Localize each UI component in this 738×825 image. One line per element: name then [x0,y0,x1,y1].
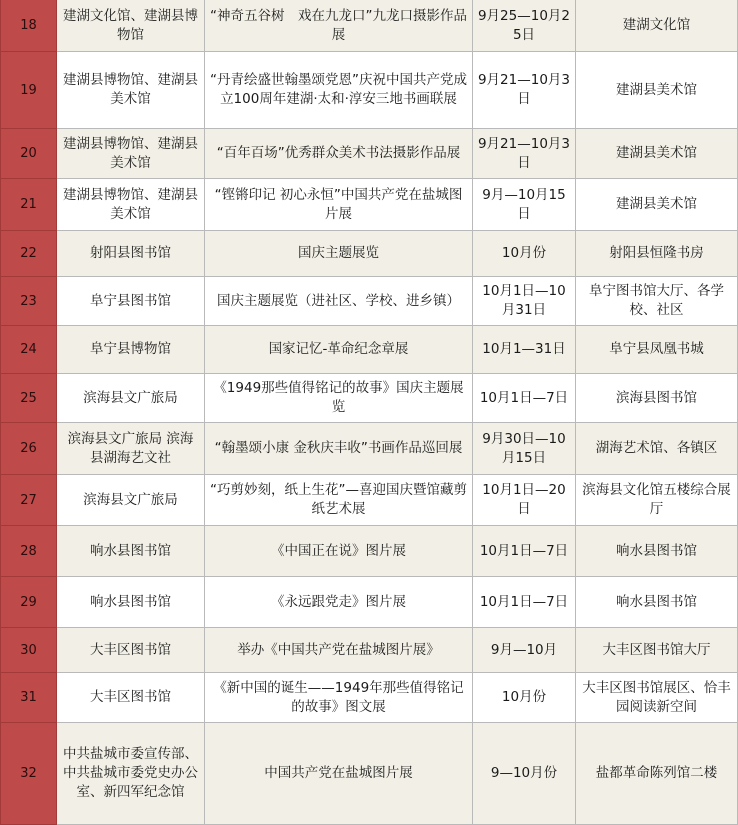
time-cell: 10月1日—20日 [473,475,576,526]
row-number: 29 [1,577,57,628]
row-number: 28 [1,526,57,577]
event-cell: 举办《中国共产党在盐城图片展》 [205,628,473,673]
venue-cell: 建湖文化馆 [576,0,738,52]
time-cell: 10月1日—7日 [473,577,576,628]
organizer-cell: 大丰区图书馆 [57,628,205,673]
row-number: 24 [1,326,57,374]
venue-cell: 响水县图书馆 [576,526,738,577]
row-number: 19 [1,52,57,129]
time-cell: 9月25—10月25日 [473,0,576,52]
table-row [1,475,738,526]
time-cell: 10月1日—7日 [473,526,576,577]
event-cell: “铿锵印记 初心永恒”中国共产党在盐城图片展 [205,179,473,231]
venue-cell: 滨海县文化馆五楼综合展厅 [576,475,738,526]
event-cell: “巧剪妙刻，纸上生花”—喜迎国庆暨馆藏剪纸艺术展 [205,475,473,526]
table-row [1,723,738,825]
venue-cell: 射阳县恒隆书房 [576,231,738,277]
venue-cell: 湖海艺术馆、各镇区 [576,423,738,475]
organizer-cell: 响水县图书馆 [57,526,205,577]
row-number: 31 [1,673,57,723]
organizer-cell: 阜宁县博物馆 [57,326,205,374]
row-number: 18 [1,0,57,52]
table-row [1,673,738,723]
row-number: 27 [1,475,57,526]
table-row [1,628,738,673]
organizer-cell: 建湖文化馆、建湖县博物馆 [57,0,205,52]
time-cell: 9月30日—10月15日 [473,423,576,475]
time-cell: 10月1日—10月31日 [473,277,576,326]
event-cell: “翰墨颂小康 金秋庆丰收”书画作品巡回展 [205,423,473,475]
row-number: 22 [1,231,57,277]
organizer-cell: 滨海县文广旅局 滨海县湖海艺文社 [57,423,205,475]
row-number: 25 [1,374,57,423]
venue-cell: 阜宁县凤凰书城 [576,326,738,374]
event-cell: “丹青绘盛世翰墨颂党恩”庆祝中国共产党成立100周年建湖·太和·淳安三地书画联展 [205,52,473,129]
venue-cell: 大丰区图书馆展区、恰丰园阅读新空间 [576,673,738,723]
table-row [1,277,738,326]
row-number: 32 [1,723,57,825]
event-cell: 国庆主题展览（进社区、学校、进乡镇） [205,277,473,326]
time-cell: 9月21—10月3日 [473,52,576,129]
organizer-cell: 大丰区图书馆 [57,673,205,723]
organizer-cell: 射阳县图书馆 [57,231,205,277]
organizer-cell: 建湖县博物馆、建湖县美术馆 [57,179,205,231]
venue-cell: 建湖县美术馆 [576,52,738,129]
venue-cell: 建湖县美术馆 [576,129,738,179]
table-row [1,374,738,423]
event-cell: 国家记忆-革命纪念章展 [205,326,473,374]
organizer-cell: 阜宁县图书馆 [57,277,205,326]
organizer-cell: 中共盐城市委宣传部、中共盐城市委党史办公室、新四军纪念馆 [57,723,205,825]
event-cell: 《1949那些值得铭记的故事》国庆主题展览 [205,374,473,423]
table-row [1,129,738,179]
event-cell: “神奇五谷树 戏在九龙口”九龙口摄影作品展 [205,0,473,52]
organizer-cell: 响水县图书馆 [57,577,205,628]
venue-cell: 大丰区图书馆大厅 [576,628,738,673]
time-cell: 10月1—31日 [473,326,576,374]
table-row [1,577,738,628]
organizer-cell: 建湖县博物馆、建湖县美术馆 [57,52,205,129]
organizer-cell: 建湖县博物馆、建湖县美术馆 [57,129,205,179]
event-cell: “百年百场”优秀群众美术书法摄影作品展 [205,129,473,179]
row-number: 26 [1,423,57,475]
row-number: 20 [1,129,57,179]
venue-cell: 阜宁图书馆大厅、各学校、社区 [576,277,738,326]
event-cell: 《中国正在说》图片展 [205,526,473,577]
table-row [1,423,738,475]
venue-cell: 响水县图书馆 [576,577,738,628]
event-cell: 《新中国的诞生——1949年那些值得铭记的故事》图文展 [205,673,473,723]
time-cell: 10月份 [473,231,576,277]
table-row [1,326,738,374]
venue-cell: 盐都革命陈列馆二楼 [576,723,738,825]
event-cell: 国庆主题展览 [205,231,473,277]
event-cell: 《永远跟党走》图片展 [205,577,473,628]
row-number: 21 [1,179,57,231]
table-row [1,526,738,577]
table-row [1,0,738,52]
table-row [1,179,738,231]
organizer-cell: 滨海县文广旅局 [57,374,205,423]
table-row [1,231,738,277]
time-cell: 9月—10月 [473,628,576,673]
time-cell: 9—10月份 [473,723,576,825]
time-cell: 10月1日—7日 [473,374,576,423]
table-row [1,52,738,129]
time-cell: 9月21—10月3日 [473,129,576,179]
venue-cell: 建湖县美术馆 [576,179,738,231]
organizer-cell: 滨海县文广旅局 [57,475,205,526]
venue-cell: 滨海县图书馆 [576,374,738,423]
row-number: 23 [1,277,57,326]
event-cell: 中国共产党在盐城图片展 [205,723,473,825]
row-number: 30 [1,628,57,673]
time-cell: 10月份 [473,673,576,723]
time-cell: 9月—10月15日 [473,179,576,231]
